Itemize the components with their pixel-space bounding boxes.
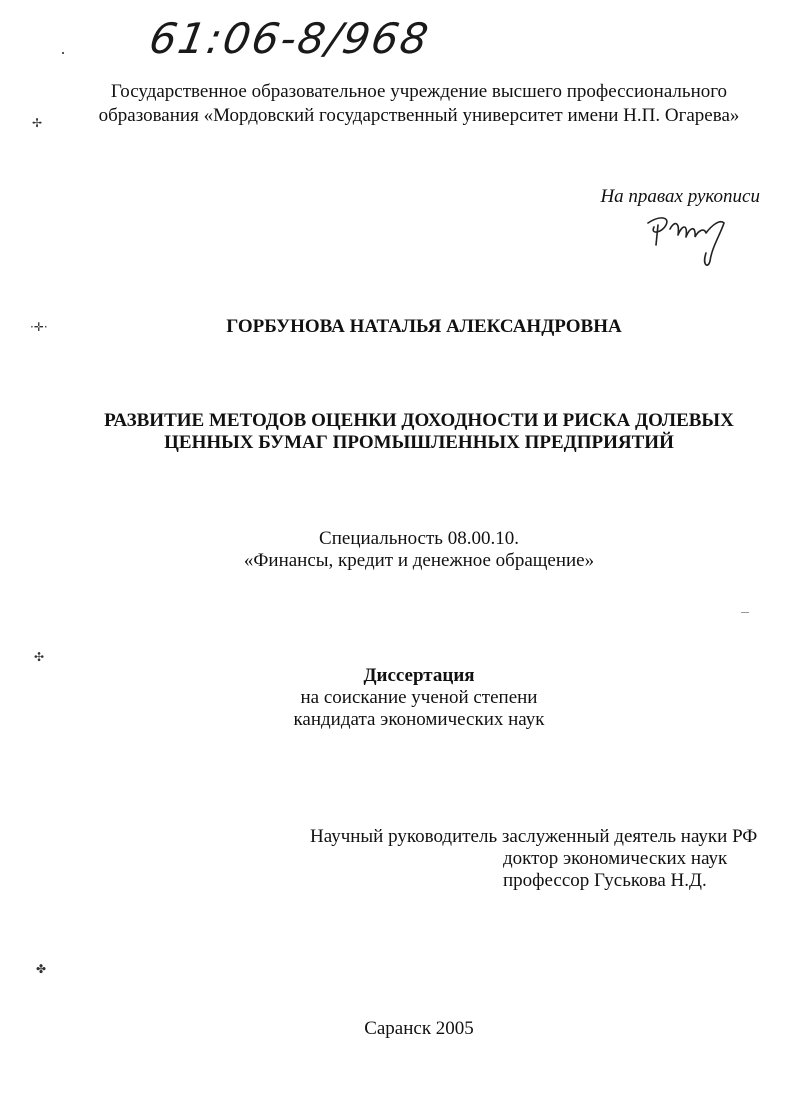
dissertation-heading: Диссертация: [363, 665, 475, 686]
institution-line-2: образования «Мордовский государственный университет имени Н.П. Огарева»: [98, 105, 740, 126]
supervisor-line-3: профессор Гуськова Н.Д.: [503, 870, 707, 891]
binding-mark-icon: ✣: [34, 650, 45, 664]
title-line-1: РАЗВИТИЕ МЕТОДОВ ОЦЕНКИ ДОХОДНОСТИ И РИСКА ДОЛЕВЫХ: [104, 410, 734, 431]
supervisor-line-2: доктор экономических наук: [503, 848, 728, 869]
degree-info: [40, 665, 798, 731]
supervisor-block: [310, 826, 770, 892]
title-line-2: ЦЕННЫХ БУМАГ ПРОМЫШЛЕННЫХ ПРЕДПРИЯТИЙ: [164, 432, 674, 453]
dissertation-title: [40, 410, 798, 454]
binding-mark-icon: ✢: [32, 116, 43, 130]
degree-line-2: кандидата экономических наук: [293, 709, 545, 730]
institution-line-1: Государственное образовательное учреждение высшего профессионального: [110, 81, 728, 102]
supervisor-line-1: Научный руководитель заслуженный деятель науки РФ: [310, 826, 758, 847]
binding-mark-icon: ·✛·: [30, 320, 48, 334]
degree-line-1: на соискание ученой степени: [300, 687, 538, 708]
institution-header: [40, 80, 798, 128]
binding-mark-icon: ✤: [36, 962, 47, 976]
city-year: Саранск 2005: [364, 1018, 474, 1039]
specialty-name: «Финансы, кредит и денежное обращение»: [243, 550, 595, 571]
archive-number: 61:06-8/968: [145, 14, 434, 63]
scan-artifact: [741, 612, 749, 613]
signature-icon: [640, 205, 740, 270]
rights-note: На правах рукописи: [600, 186, 760, 207]
author-name: ГОРБУНОВА НАТАЛЬЯ АЛЕКСАНДРОВНА: [226, 316, 622, 337]
specialty: [40, 528, 798, 572]
scan-speck: [62, 52, 64, 54]
specialty-code: Специальность 08.00.10.: [319, 528, 519, 549]
